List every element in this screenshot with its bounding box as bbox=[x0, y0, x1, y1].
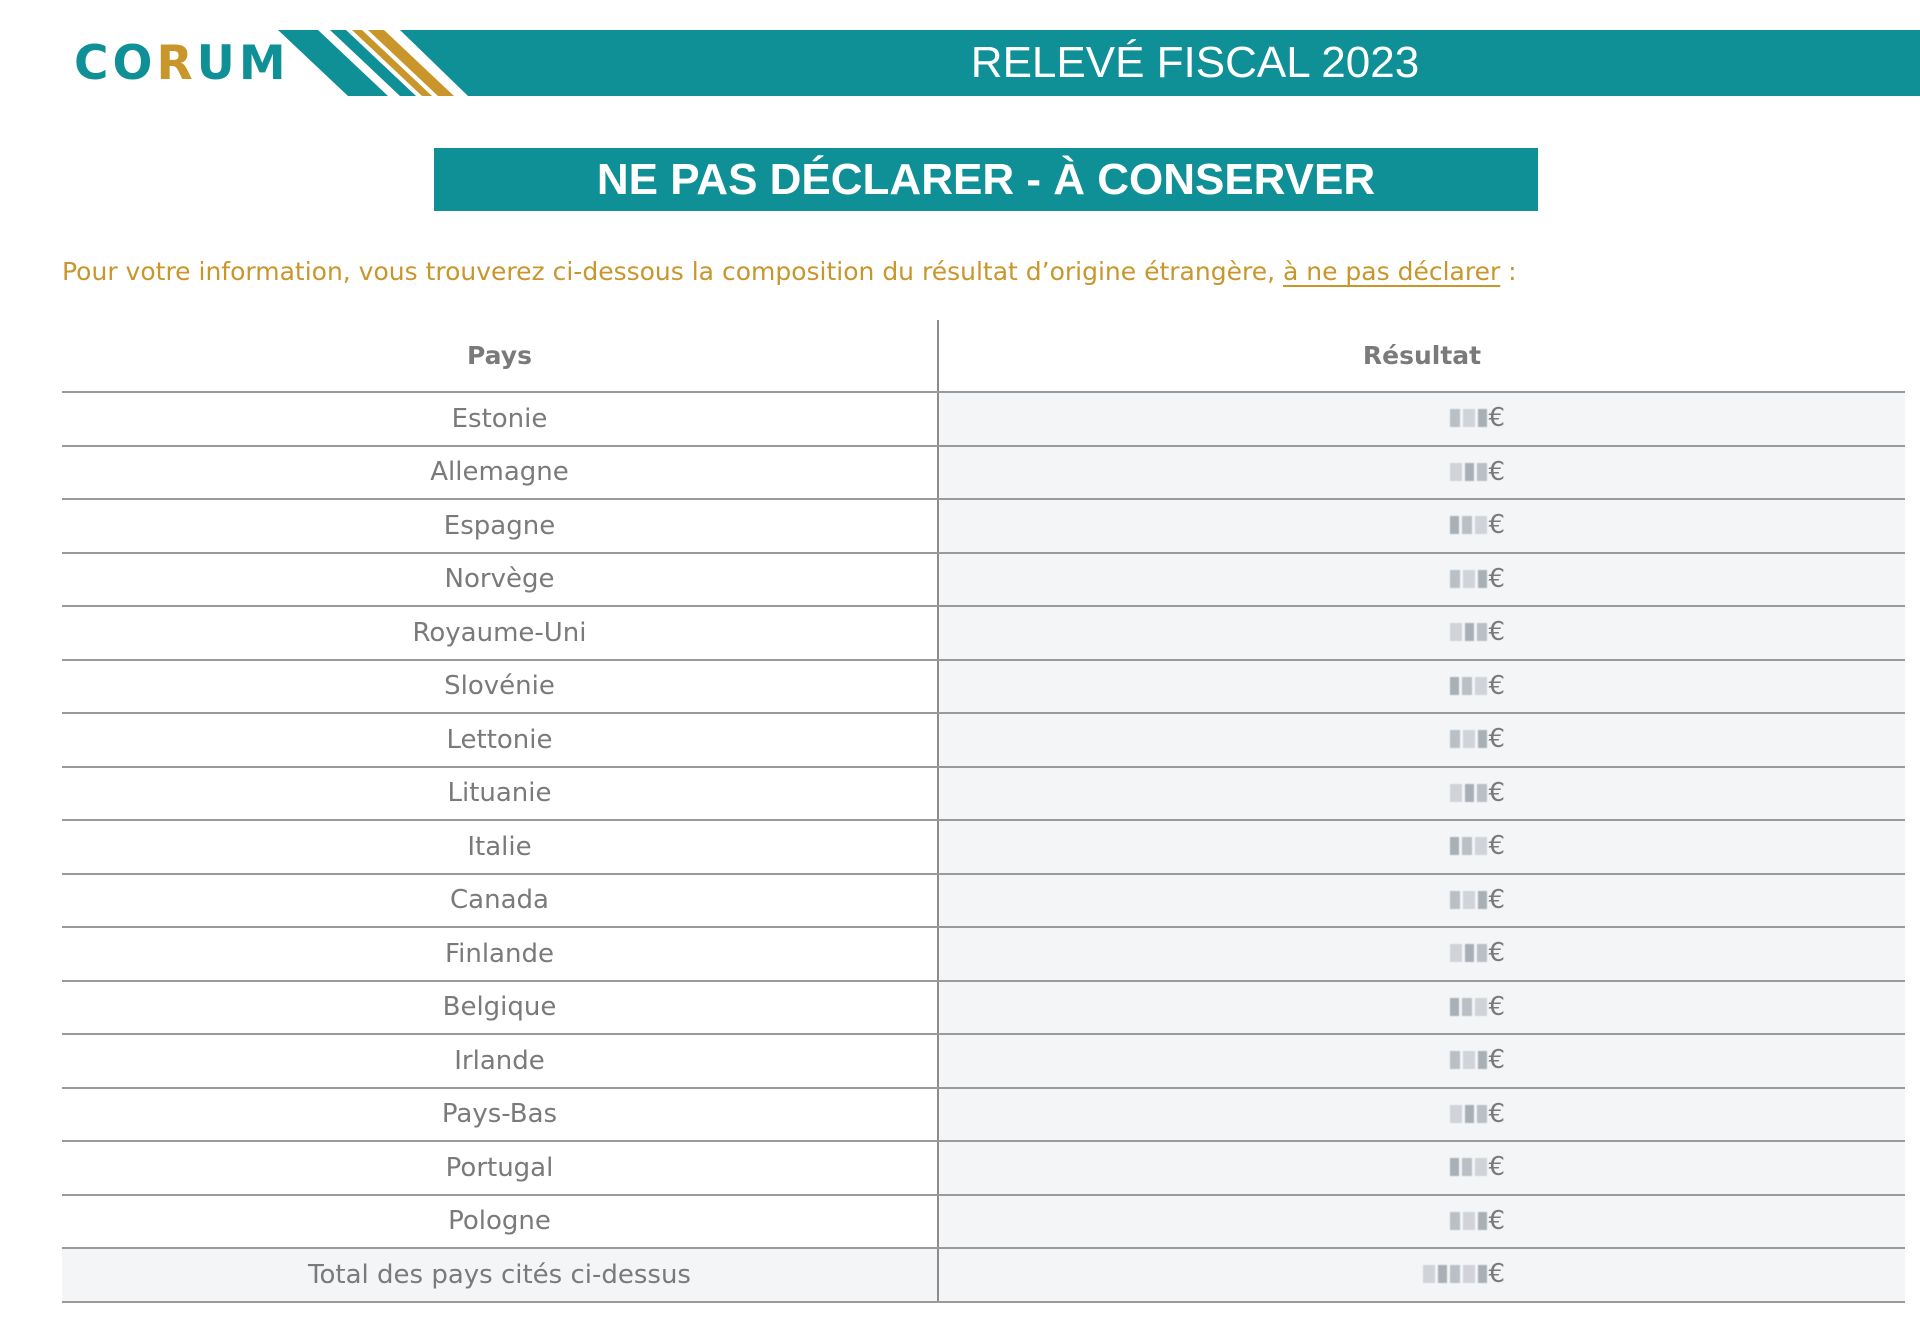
redaction-block bbox=[1463, 1051, 1475, 1069]
redacted-amount bbox=[1450, 675, 1487, 697]
country-cell: Estonie bbox=[62, 392, 938, 446]
result-cell bbox=[938, 392, 1905, 446]
redaction-block bbox=[1478, 1265, 1487, 1283]
table-row bbox=[62, 1088, 1905, 1142]
table-row bbox=[62, 820, 1905, 874]
redaction-block bbox=[1450, 998, 1459, 1016]
result-cell bbox=[938, 713, 1905, 767]
redaction-block bbox=[1463, 570, 1475, 588]
currency-symbol: € bbox=[1488, 724, 1505, 754]
redaction-block bbox=[1477, 623, 1487, 641]
currency-symbol: € bbox=[1488, 884, 1505, 915]
currency-symbol: € bbox=[1488, 938, 1505, 968]
result-cell bbox=[938, 874, 1905, 928]
currency-symbol: € bbox=[1488, 563, 1505, 594]
info-text bbox=[62, 252, 1517, 292]
country-cell: Allemagne bbox=[62, 446, 938, 500]
redaction-block bbox=[1463, 409, 1475, 427]
redaction-block bbox=[1450, 516, 1459, 534]
redacted-amount bbox=[1450, 568, 1487, 590]
redacted-amount bbox=[1450, 1103, 1487, 1125]
result-value bbox=[939, 500, 1905, 552]
redaction-block bbox=[1478, 891, 1487, 909]
table-row bbox=[62, 499, 1905, 553]
result-cell bbox=[938, 927, 1905, 981]
result-value bbox=[939, 1035, 1905, 1087]
table-row bbox=[62, 981, 1905, 1035]
redaction-block bbox=[1477, 463, 1487, 481]
redaction-block bbox=[1463, 1265, 1475, 1283]
redaction-block bbox=[1478, 1051, 1487, 1069]
table-row bbox=[62, 553, 1905, 607]
results-table bbox=[62, 320, 1905, 1303]
redaction-block bbox=[1463, 891, 1475, 909]
info-text-before: Pour votre information, vous trouverez ci-dessous la composition du résultat d’origine étrangère, bbox=[62, 257, 1283, 286]
redaction-block bbox=[1475, 677, 1487, 695]
redacted-amount bbox=[1423, 1263, 1487, 1285]
currency-symbol: € bbox=[1488, 777, 1505, 808]
redaction-block bbox=[1478, 570, 1487, 588]
country-cell: Irlande bbox=[62, 1034, 938, 1088]
redacted-amount bbox=[1450, 621, 1487, 643]
redaction-block bbox=[1477, 1105, 1487, 1123]
result-cell bbox=[938, 1195, 1905, 1249]
result-value bbox=[939, 447, 1905, 499]
redaction-block bbox=[1450, 570, 1460, 588]
result-cell bbox=[938, 606, 1905, 660]
currency-symbol: € bbox=[1488, 1045, 1505, 1075]
redaction-block bbox=[1450, 891, 1460, 909]
redaction-block bbox=[1477, 784, 1487, 802]
redaction-block bbox=[1462, 677, 1472, 695]
result-value bbox=[939, 1196, 1905, 1248]
table-row bbox=[62, 446, 1905, 500]
redaction-block bbox=[1450, 409, 1460, 427]
table-row bbox=[62, 1034, 1905, 1088]
currency-symbol: € bbox=[1488, 510, 1505, 540]
info-link: à ne pas déclarer bbox=[1282, 257, 1501, 286]
result-cell bbox=[938, 446, 1905, 500]
result-value bbox=[939, 714, 1905, 766]
results-table-container bbox=[62, 320, 1905, 1303]
redaction-block bbox=[1450, 677, 1459, 695]
redaction-block bbox=[1477, 944, 1487, 962]
corum-logo bbox=[74, 36, 290, 92]
country-cell: Royaume-Uni bbox=[62, 606, 938, 660]
currency-symbol: € bbox=[1488, 1205, 1505, 1236]
table-row bbox=[62, 767, 1905, 821]
redaction-block bbox=[1475, 998, 1487, 1016]
redaction-block bbox=[1475, 837, 1487, 855]
redaction-block bbox=[1450, 1051, 1460, 1069]
redaction-block bbox=[1450, 463, 1462, 481]
currency-symbol: € bbox=[1488, 617, 1505, 647]
result-value bbox=[939, 1142, 1905, 1194]
result-cell bbox=[938, 981, 1905, 1035]
result-value bbox=[939, 554, 1905, 606]
redaction-block bbox=[1465, 623, 1474, 641]
redaction-block bbox=[1478, 730, 1487, 748]
country-cell: Slovénie bbox=[62, 660, 938, 714]
result-cell bbox=[938, 1034, 1905, 1088]
currency-symbol: € bbox=[1488, 456, 1505, 487]
table-header-row bbox=[62, 320, 1905, 392]
table-row bbox=[62, 606, 1905, 660]
result-value bbox=[939, 768, 1905, 820]
redaction-block bbox=[1450, 623, 1462, 641]
redacted-amount bbox=[1450, 514, 1487, 536]
logo-part-2: R bbox=[156, 36, 197, 91]
total-result-cell bbox=[938, 1248, 1905, 1302]
result-value bbox=[939, 1249, 1905, 1301]
table-body bbox=[62, 392, 1905, 1302]
header-result: Résultat bbox=[938, 320, 1905, 392]
redacted-amount bbox=[1450, 461, 1487, 483]
redaction-block bbox=[1475, 1158, 1487, 1176]
result-cell bbox=[938, 660, 1905, 714]
total-label: Total des pays cités ci-dessus bbox=[62, 1248, 938, 1302]
result-cell bbox=[938, 499, 1905, 553]
currency-symbol: € bbox=[1488, 403, 1505, 433]
redaction-block bbox=[1462, 998, 1472, 1016]
info-text-after: : bbox=[1500, 257, 1517, 286]
redaction-block bbox=[1450, 944, 1462, 962]
table-row bbox=[62, 927, 1905, 981]
result-cell bbox=[938, 553, 1905, 607]
redacted-amount bbox=[1450, 782, 1487, 804]
country-cell: Canada bbox=[62, 874, 938, 928]
redaction-block bbox=[1465, 463, 1474, 481]
table-row bbox=[62, 1195, 1905, 1249]
redaction-block bbox=[1465, 944, 1474, 962]
redacted-amount bbox=[1450, 835, 1487, 857]
redaction-block bbox=[1450, 1158, 1459, 1176]
redacted-amount bbox=[1450, 1049, 1487, 1071]
result-cell bbox=[938, 1141, 1905, 1195]
result-value bbox=[939, 821, 1905, 873]
redacted-amount bbox=[1450, 407, 1487, 429]
redaction-block bbox=[1450, 784, 1462, 802]
country-cell: Lettonie bbox=[62, 713, 938, 767]
result-value bbox=[939, 1089, 1905, 1141]
country-cell: Lituanie bbox=[62, 767, 938, 821]
country-cell: Portugal bbox=[62, 1141, 938, 1195]
redaction-block bbox=[1478, 409, 1487, 427]
table-row bbox=[62, 713, 1905, 767]
redaction-block bbox=[1462, 1158, 1472, 1176]
redaction-block bbox=[1462, 837, 1472, 855]
redaction-block bbox=[1438, 1265, 1447, 1283]
redaction-block bbox=[1478, 1212, 1487, 1230]
currency-symbol: € bbox=[1488, 1098, 1505, 1129]
country-cell: Italie bbox=[62, 820, 938, 874]
currency-symbol: € bbox=[1488, 1152, 1505, 1182]
redaction-block bbox=[1462, 516, 1472, 534]
result-cell bbox=[938, 767, 1905, 821]
redaction-block bbox=[1465, 784, 1474, 802]
country-cell: Finlande bbox=[62, 927, 938, 981]
table-row bbox=[62, 1141, 1905, 1195]
currency-symbol: € bbox=[1488, 831, 1505, 861]
result-value bbox=[939, 982, 1905, 1034]
redaction-block bbox=[1450, 730, 1460, 748]
result-cell bbox=[938, 820, 1905, 874]
result-value bbox=[939, 607, 1905, 659]
redaction-block bbox=[1423, 1265, 1435, 1283]
redacted-amount bbox=[1450, 1156, 1487, 1178]
table-row bbox=[62, 660, 1905, 714]
document-title: RELEVÉ FISCAL 2023 bbox=[970, 38, 1420, 87]
redaction-block bbox=[1463, 730, 1475, 748]
redaction-block bbox=[1450, 1265, 1460, 1283]
redaction-block bbox=[1463, 1212, 1475, 1230]
result-value bbox=[939, 928, 1905, 980]
country-cell: Pays-Bas bbox=[62, 1088, 938, 1142]
logo-part-1: CO bbox=[74, 36, 157, 91]
country-cell: Espagne bbox=[62, 499, 938, 553]
currency-symbol: € bbox=[1488, 991, 1505, 1022]
table-row bbox=[62, 392, 1905, 446]
redaction-block bbox=[1465, 1105, 1474, 1123]
redaction-block bbox=[1475, 516, 1487, 534]
redacted-amount bbox=[1450, 942, 1487, 964]
redacted-amount bbox=[1450, 1210, 1487, 1232]
logo-part-3: UM bbox=[196, 36, 290, 91]
currency-symbol: € bbox=[1488, 1259, 1505, 1289]
redacted-amount bbox=[1450, 889, 1487, 911]
result-cell bbox=[938, 1088, 1905, 1142]
result-value bbox=[939, 661, 1905, 713]
redaction-block bbox=[1450, 837, 1459, 855]
currency-symbol: € bbox=[1488, 670, 1505, 701]
warning-banner: NE PAS DÉCLARER - À CONSERVER bbox=[434, 148, 1538, 211]
result-value bbox=[939, 875, 1905, 927]
result-value bbox=[939, 393, 1905, 445]
redacted-amount bbox=[1450, 728, 1487, 750]
table-row bbox=[62, 874, 1905, 928]
redaction-block bbox=[1450, 1212, 1460, 1230]
table-total-row bbox=[62, 1248, 1905, 1302]
redaction-block bbox=[1450, 1105, 1462, 1123]
redacted-amount bbox=[1450, 996, 1487, 1018]
country-cell: Belgique bbox=[62, 981, 938, 1035]
country-cell: Pologne bbox=[62, 1195, 938, 1249]
country-cell: Norvège bbox=[62, 553, 938, 607]
header-country: Pays bbox=[62, 320, 938, 392]
